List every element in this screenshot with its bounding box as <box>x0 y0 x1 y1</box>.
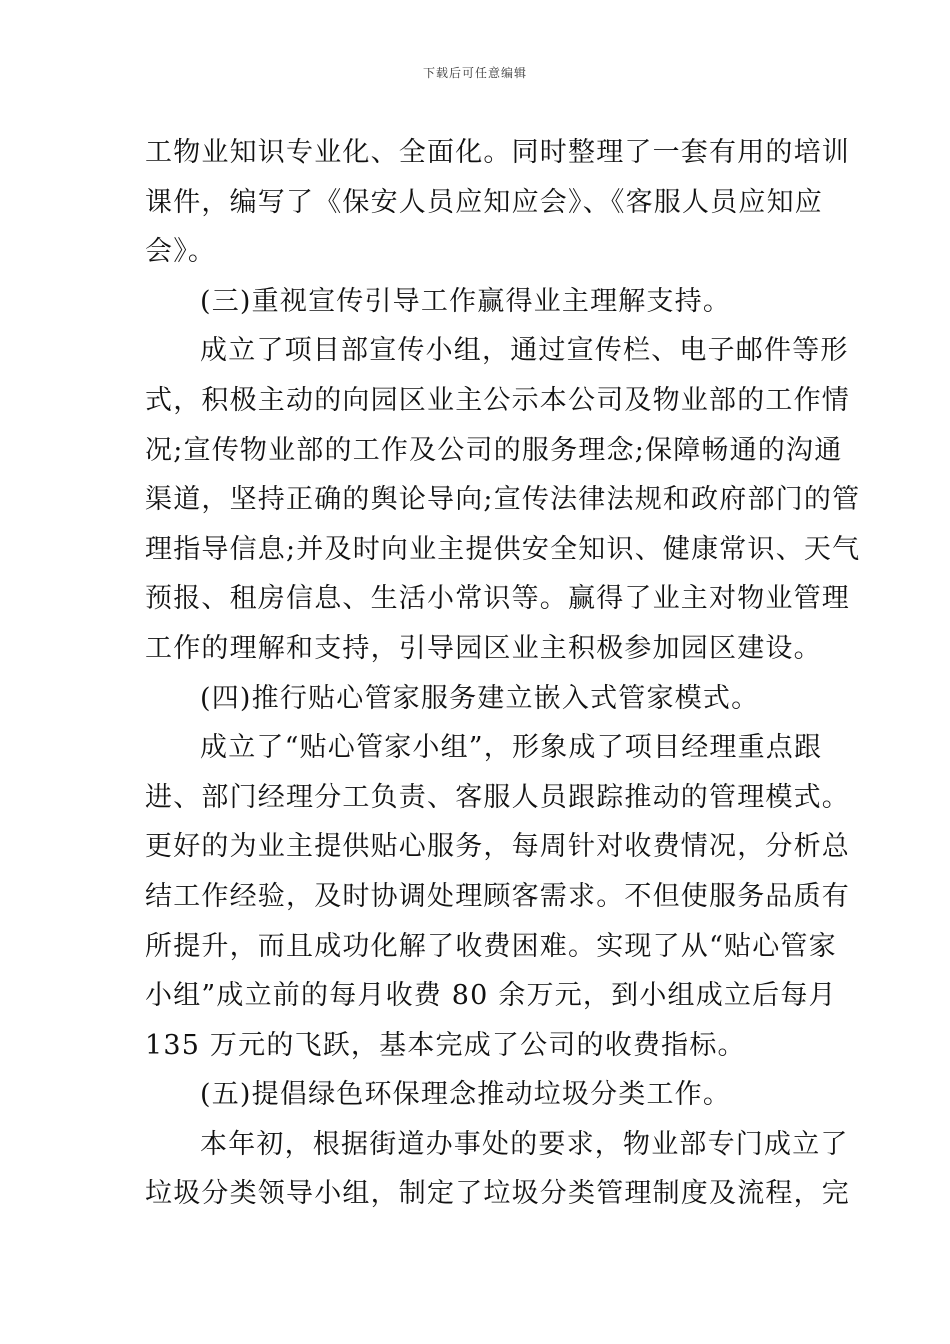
section-heading: (五)提倡绿色环保理念推动垃圾分类工作。 <box>200 1079 732 1111</box>
paragraph-first-line: 成立了项目部宣传小组，通过宣传栏、电子邮件等形 <box>200 335 849 367</box>
text-line: 小组”成立前的每月收费 80 余万元，到小组成立后每月 <box>145 980 837 1012</box>
paragraph-first-line: 成立了“贴心管家小组”，形象成了项目经理重点跟 <box>200 732 823 764</box>
header-note: 下载后可任意编辑 <box>422 66 527 80</box>
text-line: 所提升，而且成功化解了收费困难。实现了从“贴心管家 <box>145 930 837 962</box>
text-line: 课件，编写了《保安人员应知应会》、《客服人员应知应 <box>145 186 823 218</box>
text-line: 工物业知识专业化、全面化。同时整理了一套有用的培训 <box>145 137 850 168</box>
paragraph-first-line: 本年初，根据街道办事处的要求，物业部专门成立了 <box>200 1128 849 1160</box>
document-body <box>145 128 861 1219</box>
text-line: 工作的理解和支持，引导园区业主积极参加园区建设。 <box>145 632 822 664</box>
text-line: 进、部门经理分工负责、客服人员跟踪推动的管理模式。 <box>145 781 850 813</box>
section-heading: (三)重视宣传引导工作赢得业主理解支持。 <box>200 285 732 317</box>
text-line: 理指导信息;并及时向业主提供安全知识、健康常识、天气 <box>145 533 861 565</box>
text-line: 会》。 <box>145 236 217 268</box>
text-line: 135 万元的飞跃，基本完成了公司的收费指标。 <box>145 1029 746 1061</box>
text-line: 结工作经验，及时协调处理顾客需求。不但使服务品质有 <box>145 880 850 912</box>
text-line: 更好的为业主提供贴心服务，每周针对收费情况，分析总 <box>145 831 850 863</box>
text-line: 垃圾分类领导小组，制定了垃圾分类管理制度及流程，完 <box>145 1178 850 1210</box>
text-line: 预报、租房信息、生活小常识等。赢得了业主对物业管理 <box>145 583 850 615</box>
text-line: 渠道，坚持正确的舆论导向;宣传法律法规和政府部门的管 <box>145 484 861 516</box>
section-heading: (四)推行贴心管家服务建立嵌入式管家模式。 <box>200 682 760 714</box>
text-line: 式，积极主动的向园区业主公示本公司及物业部的工作情 <box>145 384 850 416</box>
text-line: 况;宣传物业部的工作及公司的服务理念;保障畅通的沟通 <box>145 434 843 466</box>
